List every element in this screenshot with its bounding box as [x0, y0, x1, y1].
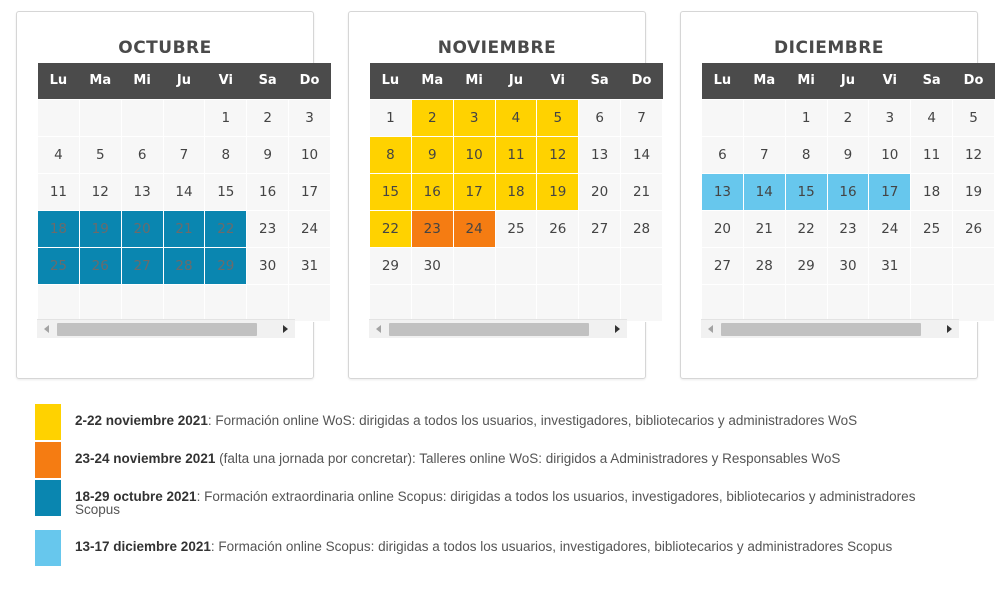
month-title: DICIEMBRE [774, 38, 884, 58]
calendar-empty-cell [121, 99, 163, 136]
legend-description: : Formación online Scopus: dirigidas a todos los usuarios, investigadores, bibliotecarios y administradores Scopus [210, 539, 893, 554]
calendar-empty-cell [289, 284, 331, 321]
calendar-day[interactable]: 12 [537, 136, 579, 173]
calendar-day[interactable]: 21 [163, 210, 205, 247]
calendar-day[interactable]: 4 [911, 99, 953, 136]
calendar-empty-cell [79, 284, 121, 321]
calendar-empty-cell [247, 284, 289, 321]
calendar-week-row [38, 173, 331, 210]
calendar-empty-cell [163, 99, 205, 136]
calendar-empty-cell [743, 284, 785, 321]
calendar-day[interactable]: 3 [289, 99, 331, 136]
calendar-empty-cell [121, 284, 163, 321]
calendar-day[interactable]: 27 [702, 247, 744, 284]
calendar-day[interactable]: 16 [411, 173, 453, 210]
calendar-empty-cell [537, 284, 579, 321]
calendar-day[interactable]: 5 [953, 99, 995, 136]
calendar-week-row [702, 99, 995, 136]
calendar-day[interactable]: 20 [121, 210, 163, 247]
calendar-day[interactable]: 22 [785, 210, 827, 247]
calendar-day[interactable]: 22 [370, 210, 412, 247]
legend-description: : Formación extraordinaria online Scopus: dirigidas a todos los usuarios, investigadores, bibliotecarios y administradores Scopus [75, 489, 916, 517]
calendar-day[interactable]: 14 [743, 173, 785, 210]
horizontal-scrollbar[interactable] [701, 319, 959, 338]
calendar-day[interactable]: 30 [827, 247, 869, 284]
calendar-day[interactable]: 2 [827, 99, 869, 136]
horizontal-scrollbar[interactable] [369, 319, 627, 338]
calendar-empty-cell [953, 247, 995, 284]
calendar-grid-viewport [37, 63, 320, 319]
scroll-left-arrow-icon[interactable] [44, 325, 49, 333]
calendar-week-row [370, 173, 663, 210]
calendar-day[interactable]: 26 [537, 210, 579, 247]
calendar-day[interactable]: 4 [495, 99, 537, 136]
weekday-header: Sa [247, 63, 289, 99]
calendar-week-row [370, 210, 663, 247]
calendar-empty-cell [785, 284, 827, 321]
calendar-empty-cell [953, 284, 995, 321]
calendar-day[interactable]: 24 [869, 210, 911, 247]
calendar-day[interactable]: 18 [911, 173, 953, 210]
calendar-empty-cell [911, 284, 953, 321]
weekday-header: Mi [785, 63, 827, 99]
calendar-day[interactable]: 5 [537, 99, 579, 136]
weekday-header: Ju [495, 63, 537, 99]
calendar-day[interactable]: 21 [621, 173, 663, 210]
calendar-day[interactable]: 25 [38, 247, 80, 284]
scrollbar-thumb[interactable] [389, 323, 589, 336]
calendar-day[interactable]: 10 [453, 136, 495, 173]
calendar-week-row [370, 247, 663, 284]
calendar-day[interactable]: 14 [621, 136, 663, 173]
calendar-day[interactable]: 3 [453, 99, 495, 136]
calendar-empty-cell [621, 247, 663, 284]
calendar-day[interactable]: 7 [163, 136, 205, 173]
calendar-empty-cell [827, 284, 869, 321]
legend-description: (falta una jornada por concretar): Talleres online WoS: dirigidos a Administradores y Responsables WoS [215, 451, 841, 466]
calendar-day[interactable]: 9 [827, 136, 869, 173]
weekday-header: Vi [537, 63, 579, 99]
legend-text [75, 490, 955, 516]
calendar-week-row [38, 284, 331, 321]
calendar-day[interactable]: 22 [205, 210, 247, 247]
calendar-day[interactable]: 30 [247, 247, 289, 284]
calendar-day[interactable]: 3 [869, 99, 911, 136]
calendar-empty-cell [38, 99, 80, 136]
calendar-day[interactable]: 19 [953, 173, 995, 210]
legend-color-swatch [35, 480, 61, 516]
legend-color-swatch [35, 530, 61, 566]
calendar-empty-cell [702, 99, 744, 136]
weekday-header: Do [953, 63, 995, 99]
weekday-header: Ma [411, 63, 453, 99]
calendar-day[interactable]: 18 [495, 173, 537, 210]
calendar-day[interactable]: 13 [579, 136, 621, 173]
scrollbar-thumb[interactable] [57, 323, 257, 336]
calendar-day[interactable]: 6 [579, 99, 621, 136]
calendar-empty-cell [911, 247, 953, 284]
calendar-empty-cell [453, 247, 495, 284]
calendar-day[interactable]: 24 [289, 210, 331, 247]
calendar-week-row [370, 284, 663, 321]
calendar-day[interactable]: 8 [205, 136, 247, 173]
calendar-day[interactable]: 17 [869, 173, 911, 210]
weekday-header: Lu [370, 63, 412, 99]
calendar-day[interactable]: 16 [827, 173, 869, 210]
horizontal-scrollbar[interactable] [37, 319, 295, 338]
calendar-empty-cell [621, 284, 663, 321]
calendar-day[interactable]: 9 [247, 136, 289, 173]
legend-text [75, 414, 955, 427]
calendar-octubre [16, 11, 320, 379]
calendar-empty-cell [495, 247, 537, 284]
weekday-header: Lu [38, 63, 80, 99]
calendar-day[interactable]: 28 [163, 247, 205, 284]
calendar-empty-cell [579, 284, 621, 321]
calendar-day[interactable]: 23 [247, 210, 289, 247]
calendar-grid [37, 63, 331, 322]
calendar-day[interactable]: 29 [205, 247, 247, 284]
calendar-day[interactable]: 17 [453, 173, 495, 210]
weekday-header: Vi [869, 63, 911, 99]
calendar-empty-cell [205, 284, 247, 321]
calendar-noviembre [348, 11, 652, 379]
legend-text [75, 452, 955, 465]
weekday-header: Lu [702, 63, 744, 99]
calendar-day[interactable]: 15 [205, 173, 247, 210]
calendar-day[interactable]: 11 [495, 136, 537, 173]
calendar-day[interactable]: 16 [247, 173, 289, 210]
calendar-day[interactable]: 31 [869, 247, 911, 284]
calendar-empty-cell [579, 247, 621, 284]
calendar-empty-cell [453, 284, 495, 321]
calendar-day[interactable]: 2 [411, 99, 453, 136]
calendar-week-row [38, 136, 331, 173]
weekday-header: Mi [453, 63, 495, 99]
calendar-day[interactable]: 27 [121, 247, 163, 284]
scroll-right-arrow-icon[interactable] [615, 325, 620, 333]
calendar-day[interactable]: 28 [621, 210, 663, 247]
calendar-day[interactable]: 2 [247, 99, 289, 136]
calendar-diciembre [680, 11, 984, 379]
calendar-week-row [702, 247, 995, 284]
legend-color-swatch [35, 442, 61, 478]
calendar-day[interactable]: 12 [953, 136, 995, 173]
calendar-grid-viewport [701, 63, 984, 319]
weekday-header: Ju [827, 63, 869, 99]
calendar-empty-cell [79, 99, 121, 136]
legend-date-range: 23-24 noviembre 2021 [75, 451, 216, 466]
calendar-day[interactable]: 6 [121, 136, 163, 173]
weekday-header: Do [289, 63, 331, 99]
calendar-day[interactable]: 7 [743, 136, 785, 173]
scroll-right-arrow-icon[interactable] [947, 325, 952, 333]
calendar-week-row [38, 210, 331, 247]
calendar-empty-cell [370, 284, 412, 321]
weekday-header: Sa [579, 63, 621, 99]
weekday-header: Ma [79, 63, 121, 99]
calendar-day[interactable]: 26 [953, 210, 995, 247]
calendar-empty-cell [702, 284, 744, 321]
legend-color-swatch [35, 404, 61, 440]
calendar-empty-cell [163, 284, 205, 321]
calendar-day[interactable]: 25 [911, 210, 953, 247]
calendar-week-row [38, 99, 331, 136]
calendar-day[interactable]: 7 [621, 99, 663, 136]
calendar-day[interactable]: 21 [743, 210, 785, 247]
calendar-day[interactable]: 28 [743, 247, 785, 284]
legend-date-range: 13-17 diciembre 2021 [75, 539, 211, 554]
calendar-day[interactable]: 11 [38, 173, 80, 210]
calendar-week-row [702, 284, 995, 321]
calendar-day[interactable]: 6 [702, 136, 744, 173]
calendar-grid-viewport [369, 63, 652, 319]
calendar-day[interactable]: 24 [453, 210, 495, 247]
weekday-header: Do [621, 63, 663, 99]
calendar-week-row [38, 247, 331, 284]
calendar-day[interactable]: 8 [785, 136, 827, 173]
calendar-day[interactable]: 11 [911, 136, 953, 173]
calendar-week-row [702, 210, 995, 247]
weekday-header: Ju [163, 63, 205, 99]
calendar-day[interactable]: 1 [370, 99, 412, 136]
calendar-day[interactable]: 27 [579, 210, 621, 247]
calendar-empty-cell [38, 284, 80, 321]
weekday-header: Mi [121, 63, 163, 99]
calendar-week-row [370, 136, 663, 173]
legend-date-range: 2-22 noviembre 2021 [75, 413, 208, 428]
legend-date-range: 18-29 octubre 2021 [75, 489, 197, 504]
calendar-day[interactable]: 5 [79, 136, 121, 173]
weekday-header: Sa [911, 63, 953, 99]
scroll-left-arrow-icon[interactable] [708, 325, 713, 333]
calendar-day[interactable]: 23 [827, 210, 869, 247]
calendar-day[interactable]: 31 [289, 247, 331, 284]
calendar-day[interactable]: 20 [579, 173, 621, 210]
calendar-day[interactable]: 15 [370, 173, 412, 210]
calendar-empty-cell [537, 247, 579, 284]
calendar-day[interactable]: 20 [702, 210, 744, 247]
calendar-day[interactable]: 19 [537, 173, 579, 210]
legend-text [75, 540, 955, 553]
scrollbar-thumb[interactable] [721, 323, 921, 336]
calendar-week-row [702, 173, 995, 210]
calendar-day[interactable]: 18 [38, 210, 80, 247]
month-title: OCTUBRE [118, 38, 212, 58]
calendar-day[interactable]: 15 [785, 173, 827, 210]
calendar-day[interactable]: 25 [495, 210, 537, 247]
calendar-day[interactable]: 12 [79, 173, 121, 210]
calendar-grid [701, 63, 995, 322]
calendar-day[interactable]: 26 [79, 247, 121, 284]
calendar-empty-cell [495, 284, 537, 321]
month-title: NOVIEMBRE [437, 38, 557, 58]
calendar-empty-cell [411, 284, 453, 321]
calendar-day[interactable]: 29 [785, 247, 827, 284]
calendar-empty-cell [869, 284, 911, 321]
calendar-day[interactable]: 30 [411, 247, 453, 284]
calendar-day[interactable]: 1 [205, 99, 247, 136]
calendar-day[interactable]: 1 [785, 99, 827, 136]
calendar-day[interactable]: 13 [702, 173, 744, 210]
calendar-week-row [370, 99, 663, 136]
scroll-left-arrow-icon[interactable] [376, 325, 381, 333]
calendar-day[interactable]: 10 [289, 136, 331, 173]
calendar-grid [369, 63, 663, 322]
calendar-day[interactable]: 23 [411, 210, 453, 247]
calendar-empty-cell [743, 99, 785, 136]
calendar-day[interactable]: 17 [289, 173, 331, 210]
calendar-day[interactable]: 8 [370, 136, 412, 173]
weekday-header: Ma [743, 63, 785, 99]
calendar-day[interactable]: 13 [121, 173, 163, 210]
calendar-day[interactable]: 14 [163, 173, 205, 210]
legend-description: : Formación online WoS: dirigidas a todos los usuarios, investigadores, bibliotecarios y administradores WoS [207, 413, 858, 428]
calendar-day[interactable]: 4 [38, 136, 80, 173]
weekday-header: Vi [205, 63, 247, 99]
scroll-right-arrow-icon[interactable] [283, 325, 288, 333]
calendar-day[interactable]: 19 [79, 210, 121, 247]
calendar-day[interactable]: 29 [370, 247, 412, 284]
calendar-day[interactable]: 9 [411, 136, 453, 173]
calendar-week-row [702, 136, 995, 173]
calendar-day[interactable]: 10 [869, 136, 911, 173]
